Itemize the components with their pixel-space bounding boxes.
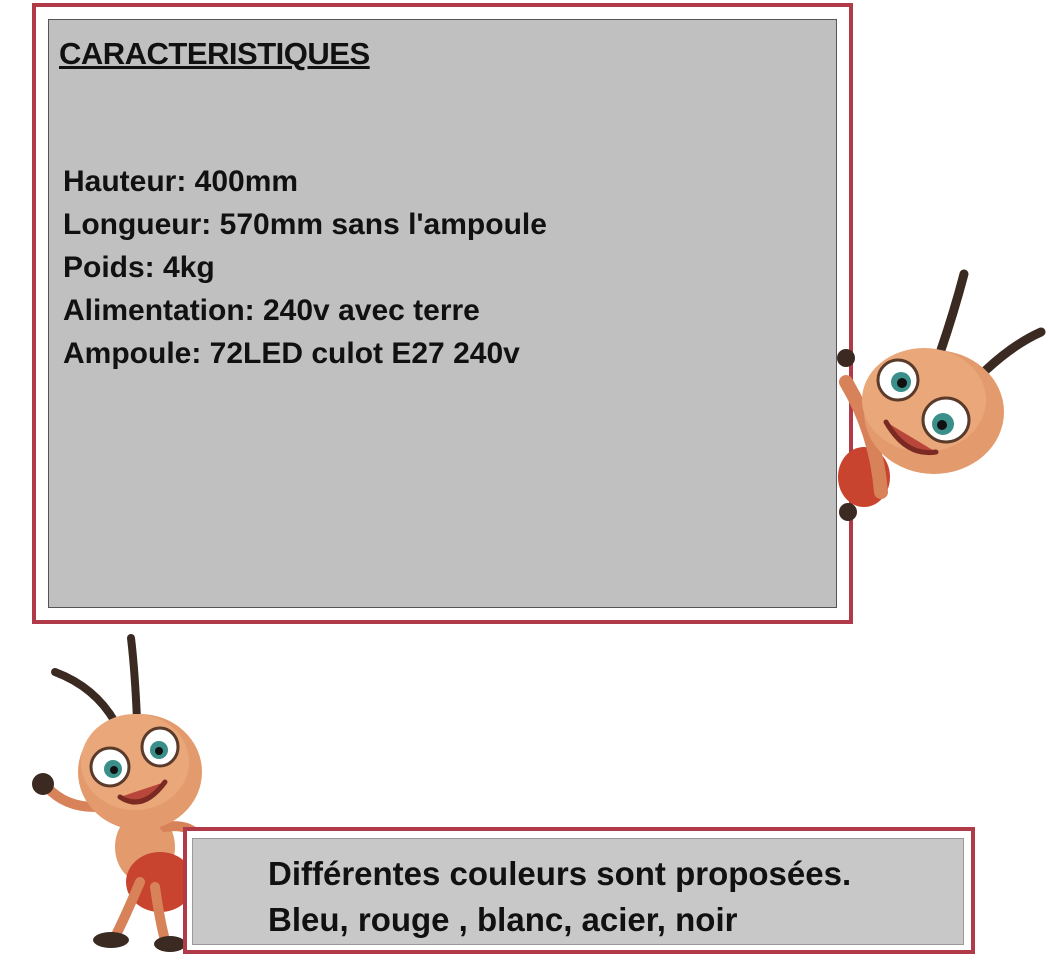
specs-frame [32, 3, 853, 624]
colors-panel [192, 838, 964, 945]
spec-power: Alimentation: 240v avec terre [63, 294, 480, 327]
specs-panel [48, 19, 837, 608]
specs-title: CARACTERISTIQUES [59, 36, 370, 71]
specs-list [63, 160, 547, 375]
spec-bulb: Ampoule: 72LED culot E27 240v [63, 337, 520, 370]
colors-text [268, 851, 851, 943]
colors-line-1: Différentes couleurs sont proposées. [268, 855, 852, 892]
ant-peeking-right-illustration [836, 262, 1048, 538]
spec-height: Hauteur: 400mm [63, 165, 299, 198]
spec-weight: Poids: 4kg [63, 251, 215, 284]
colors-line-2: Bleu, rouge , blanc, acier, noir [268, 901, 738, 938]
spec-length: Longueur: 570mm sans l'ampoule [63, 208, 547, 241]
colors-frame [183, 827, 975, 954]
